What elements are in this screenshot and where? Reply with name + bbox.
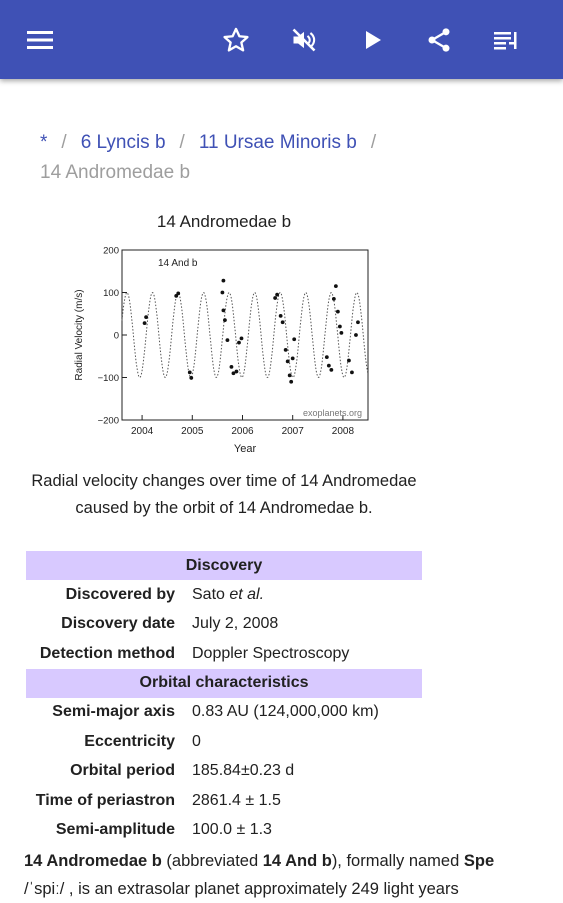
data-point xyxy=(222,308,226,312)
breadcrumb-11-ursae-minoris-b[interactable]: 11 Ursae Minoris b xyxy=(198,132,357,153)
breadcrumb-separator: / xyxy=(370,132,377,153)
data-point xyxy=(286,359,290,363)
x-tick-label: 2006 xyxy=(231,426,254,437)
infobox-value: 0.83 AU (124,000,000 km) xyxy=(192,703,379,721)
data-point xyxy=(356,320,360,324)
infobox-value: 185.84±0.23 d xyxy=(192,762,295,780)
data-point xyxy=(291,356,295,360)
breadcrumb-current: 14 Andromedae b xyxy=(40,162,191,183)
paragraph-text: (abbreviated xyxy=(161,852,263,870)
infobox-value[interactable]: Doppler Spectroscopy xyxy=(192,644,350,662)
paragraph-text: ), formally named xyxy=(331,852,464,870)
mute-icon[interactable] xyxy=(284,20,324,60)
article-paragraph xyxy=(24,847,544,903)
inset-label: 14 And b xyxy=(158,258,198,269)
figure-caption: Radial velocity changes over time of 14 Andromedae caused by the orbit of 14 Andromedae b. xyxy=(31,472,417,517)
share-icon[interactable] xyxy=(419,20,459,60)
x-tick-label: 2007 xyxy=(281,426,304,437)
breadcrumb-separator: / xyxy=(61,132,67,153)
data-point xyxy=(336,310,340,314)
watermark: exoplanets.org xyxy=(302,408,362,418)
data-point xyxy=(235,370,239,374)
x-tick-label: 2008 xyxy=(331,426,355,437)
infobox-row xyxy=(26,610,422,640)
data-point xyxy=(347,359,351,363)
discoverer-suffix: et al. xyxy=(224,585,265,603)
data-point xyxy=(329,368,333,372)
app-bar xyxy=(0,0,563,79)
menu-icon[interactable] xyxy=(20,20,60,60)
infobox-label: Discovered by xyxy=(65,585,175,603)
data-point xyxy=(279,314,283,318)
infobox-label: Semi-major axis xyxy=(52,703,175,721)
infobox-value xyxy=(187,580,422,610)
discoverer-name: Sato xyxy=(192,585,225,603)
data-point xyxy=(188,371,192,375)
playlist-icon[interactable] xyxy=(487,20,527,60)
x-tick-label: 2004 xyxy=(130,426,154,437)
data-point xyxy=(143,321,147,325)
data-point xyxy=(338,325,342,329)
data-point xyxy=(222,279,226,283)
infobox-label: Discovery date xyxy=(61,615,175,633)
infobox-value: 2861.4 ± 1.5 xyxy=(192,791,281,809)
data-point xyxy=(273,296,277,300)
infobox-row xyxy=(26,639,422,669)
y-tick-label: −100 xyxy=(97,373,119,384)
paragraph-line: /ˈspiː/ , is an extrasolar planet approximately 249 light years xyxy=(24,880,459,898)
breadcrumb-6-lyncis-b[interactable]: 6 Lyncis b xyxy=(80,132,166,153)
breadcrumb-separator: / xyxy=(179,132,185,153)
data-point xyxy=(223,318,227,322)
data-point xyxy=(275,293,279,297)
radial-velocity-chart[interactable] xyxy=(70,240,370,460)
infobox xyxy=(26,551,422,845)
y-axis-label: Radial Velocity (m/s) xyxy=(74,289,85,381)
infobox-row xyxy=(26,757,422,787)
infobox-row xyxy=(26,727,422,757)
data-point xyxy=(334,284,338,288)
play-icon[interactable] xyxy=(352,20,392,60)
infobox-section-orbital: Orbital characteristics xyxy=(26,669,422,698)
infobox-row xyxy=(26,698,422,728)
y-tick-label: −200 xyxy=(97,415,119,427)
data-point xyxy=(230,365,234,369)
infobox-label: Semi-amplitude xyxy=(55,821,175,839)
article-abbreviation: 14 And b xyxy=(262,852,332,870)
data-point xyxy=(325,355,329,359)
data-point xyxy=(237,341,241,345)
x-tick-label: 2005 xyxy=(181,426,204,437)
infobox-value: July 2, 2008 xyxy=(192,615,279,633)
article-formal-name: Spe xyxy=(463,852,495,870)
data-point xyxy=(289,380,293,384)
infobox-value: 0 xyxy=(192,732,201,750)
breadcrumb xyxy=(40,128,530,188)
data-point xyxy=(327,364,331,368)
y-tick-label: 100 xyxy=(103,288,119,299)
infobox-label: Detection method xyxy=(39,644,175,662)
data-point xyxy=(281,320,285,324)
data-point xyxy=(350,371,354,375)
figure-title: 14 Andromedae b xyxy=(156,212,292,231)
breadcrumb-home[interactable]: * xyxy=(40,132,48,153)
data-point xyxy=(226,338,230,342)
infobox-section-discovery: Discovery xyxy=(26,551,422,580)
data-point xyxy=(284,348,288,352)
data-point xyxy=(339,331,343,335)
data-point xyxy=(144,315,148,319)
y-tick-label: 0 xyxy=(113,330,119,342)
infobox-row xyxy=(26,580,422,610)
infobox-label: Orbital period xyxy=(70,762,175,780)
data-point xyxy=(176,291,180,295)
data-point xyxy=(189,376,193,380)
data-point xyxy=(221,291,225,295)
infobox-row xyxy=(26,786,422,816)
data-point xyxy=(292,337,296,341)
article-subject: 14 Andromedae b xyxy=(24,852,162,870)
x-axis-label: Year xyxy=(233,443,257,455)
chart-svg xyxy=(70,240,370,460)
star-icon[interactable] xyxy=(216,20,256,60)
infobox-label: Time of periastron xyxy=(35,791,175,809)
infobox-label: Eccentricity xyxy=(84,732,175,750)
data-point xyxy=(240,337,244,341)
data-point xyxy=(332,297,336,301)
data-point xyxy=(354,333,358,337)
infobox-value: 100.0 ± 1.3 xyxy=(192,821,272,839)
y-tick-label: 200 xyxy=(103,245,119,257)
infobox-row xyxy=(26,816,422,846)
data-point xyxy=(288,373,292,377)
